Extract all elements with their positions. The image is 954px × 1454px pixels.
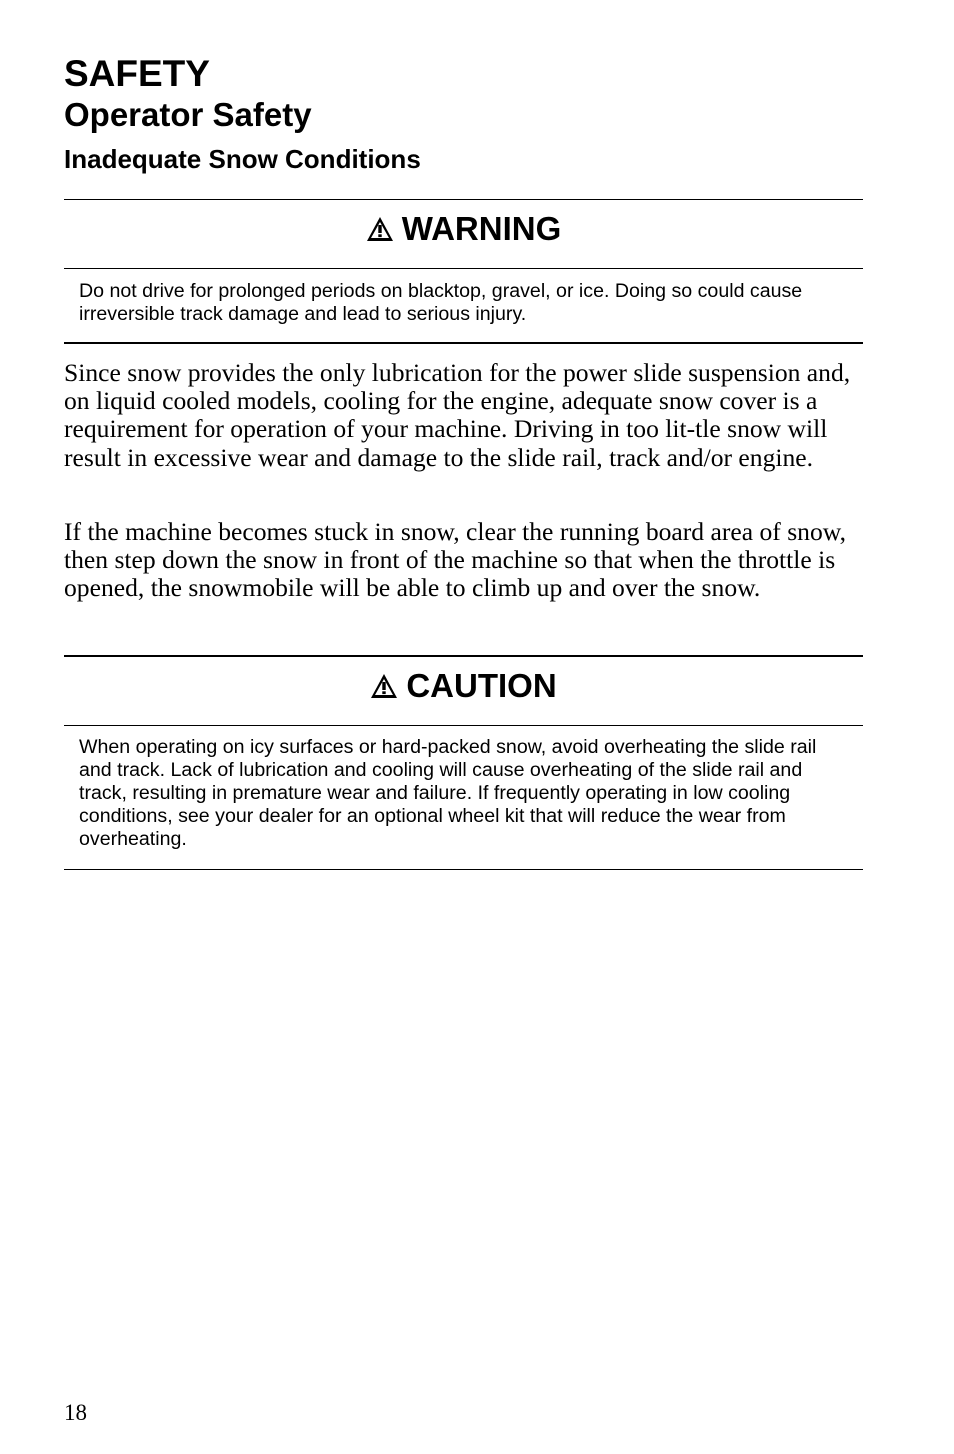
caution-divider xyxy=(64,725,863,726)
warning-bottom-rule xyxy=(64,342,863,344)
caution-title: CAUTION xyxy=(406,667,557,704)
body-paragraph-2: If the machine becomes stuck in snow, clear the running board area of snow, then step down the snow in front of the machine so that when the throttle is opened, the snowmobile will be able to climb up and over the snow. xyxy=(64,517,846,603)
body-paragraph-1: Since snow provides the only lubrication for the power slide suspension and, on liquid cooled models, cooling for the engine, adequate snow cover is a requirement for operation of your machine. Driving in too lit-tle snow will result in excessive wear and damage to the slide rail, track and/or engine. xyxy=(64,358,851,472)
page-number: 18 xyxy=(64,1400,87,1425)
section-title: SAFETY xyxy=(64,53,210,94)
subsection-title: Operator Safety xyxy=(64,96,312,133)
caution-text: When operating on icy surfaces or hard-packed snow, avoid overheating the slide rail and track. Lack of lubrication and cooling will cause overheating of the slide rail and track, resulting in premature wear and failure. If frequently operating in low cooling conditions, see your dealer for an optional wheel kit that will reduce the wear from overheating. xyxy=(79,736,817,850)
warning-header xyxy=(64,210,863,248)
warning-divider xyxy=(64,268,863,269)
caution-bottom-rule xyxy=(64,869,863,870)
warning-triangle-icon xyxy=(370,673,398,699)
caution-header xyxy=(64,667,863,705)
warning-triangle-icon xyxy=(366,216,394,242)
warning-text: Do not drive for prolonged periods on blacktop, gravel, or ice. Doing so could cause irreversible track damage and lead to serious injury. xyxy=(79,280,803,325)
warning-title: WARNING xyxy=(401,210,562,247)
warning-top-rule xyxy=(64,199,863,200)
topic-title: Inadequate Snow Conditions xyxy=(64,144,421,174)
caution-top-rule xyxy=(64,655,863,657)
